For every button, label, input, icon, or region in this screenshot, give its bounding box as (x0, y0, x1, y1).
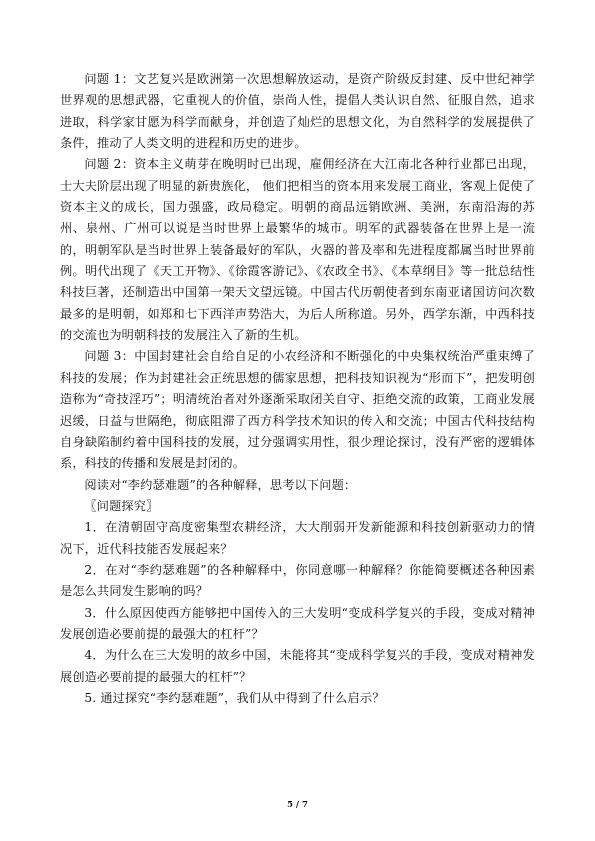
question-3: 3．什么原因使西方能够把中国传入的三大发明“变成科学复兴的手段，变成对精神发展创造必要前提的最强大的杠杆”？ (60, 605, 535, 641)
answer-paragraph-2: 问题 2：资本主义萌芽在晚明时已出现，雇佣经济在大江南北各种行业都已出现，士大夫阶层出现了明显的新贵族化， 他们把相当的资本用来发展工商业，客观上促使了资本主义的成长，国力强盛，政局稳定。明朝的商品远销欧洲、美洲，东南沿海的苏州、泉州、广州可以说是当时世界上最繁华的城市。明军的武器装备在世界上是一流的，明朝军队是当时世界上装备最好的军队，火器的普及率和先进程度都属当时世界前例。明代出现了《天工开物》、《徐霞客游记》、《农政全书》、《本草纲目》等一批总结性科技巨著，还制造出中国第一架天文望远镜。中国古代历朝使者到东南亚诸国访问次数最多的是明朝，如郑和七下西洋声势浩大，为后人所称道。另外，西学东渐，中西科技的交流也为明朝科技的发展注入了新的生机。 (60, 157, 535, 343)
page-number: 5 / 7 (287, 800, 308, 810)
reading-instruction: 阅读对“李约瑟难题”的各种解释，思考以下问题： (84, 477, 357, 492)
question-2: 2．在对“李约瑟难题”的各种解释中，你同意哪一种解释？你能简要概述各种因素是怎么共同发生影响的吗？ (60, 562, 535, 599)
question-5: 5. 通过探究“李约瑟难题”，我们从中得到了什么启示？ (84, 690, 385, 705)
question-1: 1．在清朝固守高度密集型农耕经济，大大削弱开发新能源和科技创新驱动力的情况下，近代科技能否发展起来？ (60, 520, 535, 556)
answer-paragraph-3: 问题 3：中国封建社会自给自足的小农经济和不断强化的中央集权统治严重束缚了科技的发展；作为封建社会正统思想的儒家思想，把科技知识视为“形而下”，把发明创造称为“奇技淫巧”；明清统治者对外逐渐采取闭关自守、拒绝交流的政策，工商业发展迟缓，日益与世隔绝，彻底阻滞了西方科学技术知识的传入和交流；中国古代科技结构自身缺陷制约着中国科技的发展，过分强调实用性，很少理论探讨，没有严密的逻辑体系，科技的传播和发展是封闭的。 (60, 349, 535, 471)
answer-paragraph-1: 问题 1：文艺复兴是欧洲第一次思想解放运动，是资产阶级反封建、反中世纪神学世界观的思想武器，它重视人的价值，崇尚人性，提倡人类认识自然、征服自然，追求进取，科学家甘愿为科学而献身，并创造了灿烂的思想文化，为自然科学的发展提供了条件，推动了人类文明的进程和历史的进步。 (60, 72, 535, 151)
section-heading-problem-inquiry: 〖问题探究〗 (84, 498, 159, 513)
document-body (60, 69, 535, 709)
question-4: 4．为什么在三大发明的故乡中国，未能将其“变成科学复兴的手段，变成对精神发展创造必要前提的最强大的杠杆”？ (60, 648, 535, 684)
